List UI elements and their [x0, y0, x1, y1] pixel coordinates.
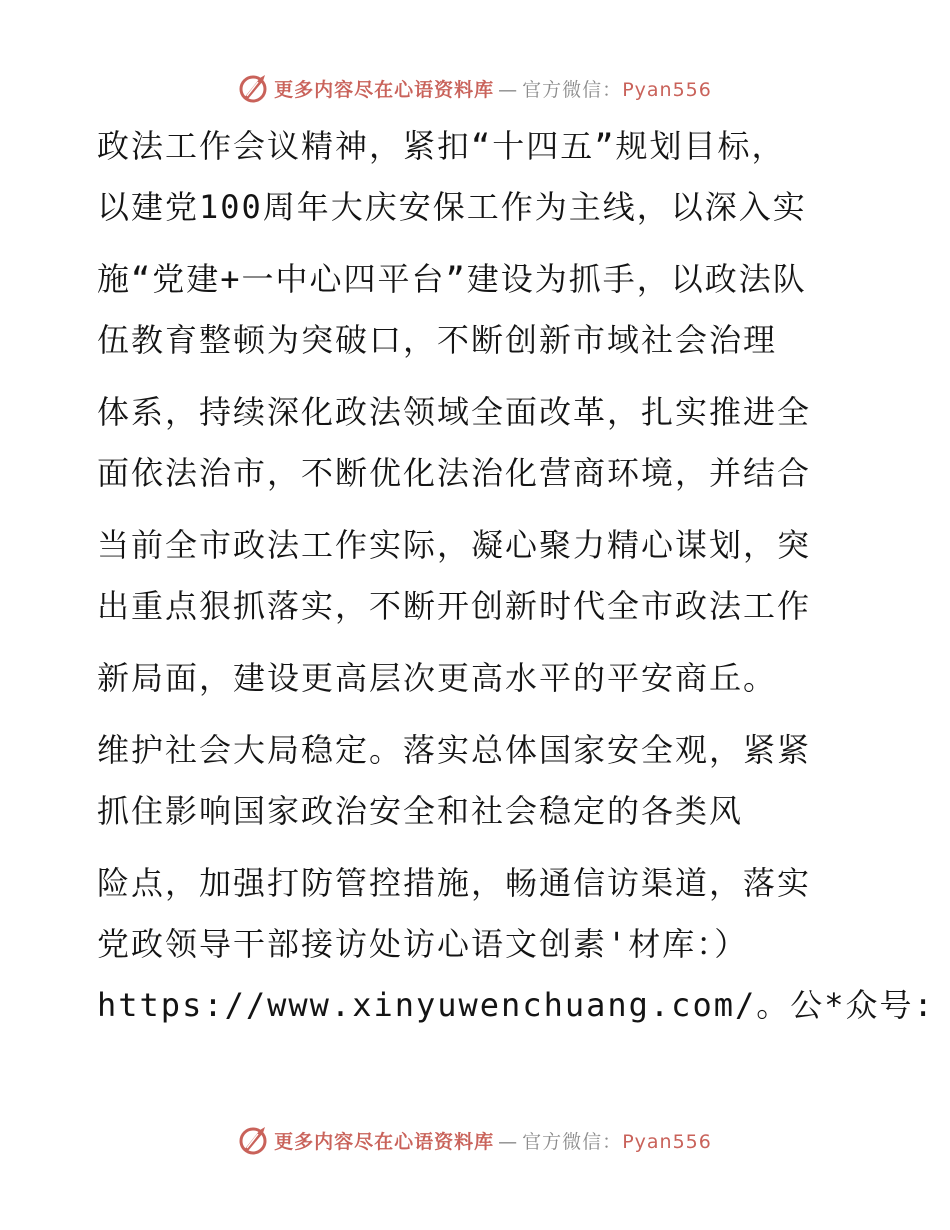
body-line-4: 伍教育整顿为突破口，不断创新市域社会治理: [97, 321, 778, 359]
body-line-13: 党政领导干部接访处访心语文创素'材库：）: [97, 925, 749, 963]
body-line-8: 出重点狠抓落实，不断开创新时代全市政法工作: [97, 587, 812, 625]
footer-official-label: 官方微信：: [522, 1130, 623, 1153]
header-brand: 更多内容尽在心语资料库: [274, 78, 495, 101]
feather-pen-logo-icon: [238, 1124, 270, 1156]
body-line-14: https://www.xinyuwenchuang.com/。公*众号:: [97, 986, 935, 1024]
body-line-9: 新局面，建设更高层次更高水平的平安商丘。: [97, 659, 778, 697]
header-official-label: 官方微信：: [522, 78, 623, 101]
body-line-6: 面依法治市，不断优化法治化营商环境，并结合: [97, 454, 812, 492]
footer-separator: —: [498, 1130, 519, 1153]
body-line-12: 险点，加强打防管控措施，畅通信访渠道，落实: [97, 864, 812, 902]
body-line-1: 政法工作会议精神，紧扣“十四五”规划目标，: [97, 127, 786, 165]
footer-brand: 更多内容尽在心语资料库: [274, 1130, 495, 1153]
body-line-7: 当前全市政法工作实际，凝心聚力精心谋划，突: [97, 526, 812, 564]
body-line-10: 维护社会大局稳定。落实总体国家安全观，紧紧: [97, 731, 812, 769]
footer-wechat-id: Pyan556: [622, 1130, 712, 1153]
body-line-5: 体系，持续深化政法领域全面改革，扎实推进全: [97, 393, 812, 431]
footer-banner-text: [274, 1127, 712, 1154]
body-line-2: 以建党100周年大庆安保工作为主线，以深入实: [97, 188, 807, 226]
body-line-3: 施“党建+一中心四平台”建设为抓手，以政法队: [97, 260, 807, 298]
header-wechat-id: Pyan556: [622, 78, 712, 101]
footer-banner: [0, 1120, 950, 1160]
header-separator: —: [498, 78, 519, 101]
body-line-11: 抓住影响国家政治安全和社会稳定的各类风: [97, 792, 744, 830]
